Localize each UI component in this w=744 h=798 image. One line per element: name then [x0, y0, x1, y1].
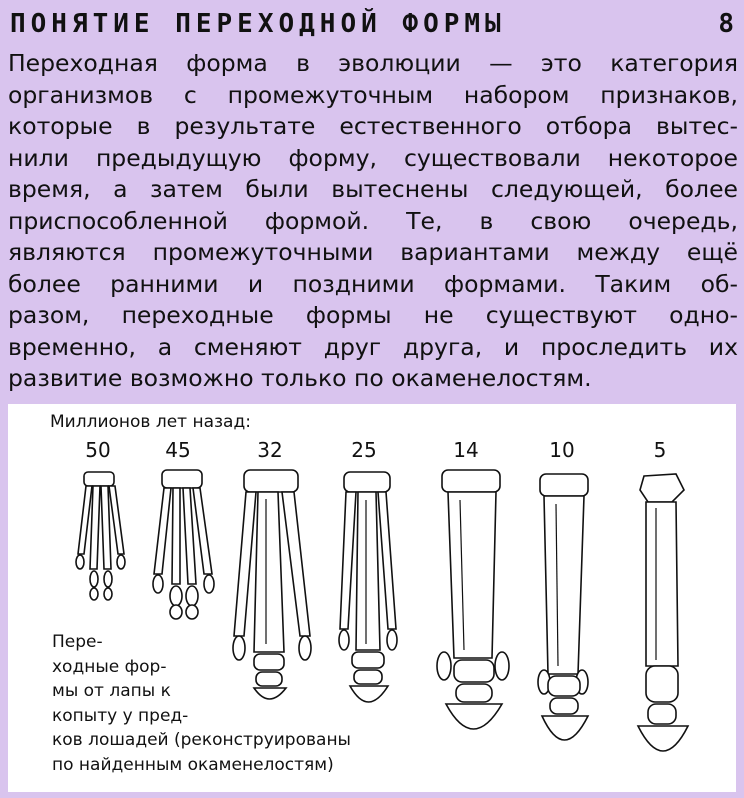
figure-heading: Миллионов лет назад:	[50, 412, 251, 432]
body-line: Переходная форма в эволюции — это категория	[8, 49, 738, 77]
age-label-14: 14	[453, 438, 479, 462]
body-line: более ранними и поздними формами. Таким об-	[8, 269, 738, 298]
body-line: приспособленной формой. Те, в свою очередь,	[8, 206, 738, 235]
body-line: которые в результате естественного отбора вытес-	[8, 112, 738, 140]
caption-line: ков лошадей (реконструированы	[52, 728, 355, 753]
age-label-32: 32	[257, 438, 283, 462]
page-header	[10, 6, 734, 42]
age-label-5: 5	[653, 438, 667, 462]
body-paragraph	[8, 48, 738, 395]
caption-line: мы от лапы к	[52, 679, 175, 704]
foot-5-illustration	[638, 474, 688, 751]
evolution-figure	[8, 404, 736, 792]
foot-50-illustration	[76, 472, 125, 600]
page-title: ПОНЯТИЕ ПЕРЕХОДНОЙ ФОРМЫ	[10, 9, 506, 39]
body-line: развитие возможно только по окаменелостям.	[8, 364, 592, 392]
foot-45-illustration	[153, 470, 214, 619]
body-line: время, а затем были вытеснены следующей, более	[8, 175, 738, 203]
page-number: 8	[718, 9, 734, 39]
age-label-10: 10	[549, 438, 575, 462]
body-line: организмов с промежуточным набором признаков,	[8, 80, 738, 109]
body-line: нили предыдущую форму, существовали некоторое	[8, 143, 738, 172]
age-label-45: 45	[165, 438, 191, 462]
age-label-50: 50	[85, 438, 111, 462]
caption-line: по найденным окаменелостям)	[52, 753, 338, 778]
caption-line: Пере-	[52, 630, 107, 655]
body-line: являются промежуточными вариантами между ещё	[8, 238, 738, 266]
body-line: разом, переходные формы не существуют одно-	[8, 301, 738, 329]
body-line: временно, а сменяют друг друга, и проследить их	[8, 332, 738, 361]
caption-line: копыту у пред-	[52, 704, 192, 729]
caption-line: ходные фор-	[52, 655, 170, 680]
age-label-25: 25	[351, 438, 377, 462]
foot-10-illustration	[538, 474, 588, 740]
figure-caption	[52, 630, 432, 777]
foot-14-illustration	[437, 470, 509, 729]
